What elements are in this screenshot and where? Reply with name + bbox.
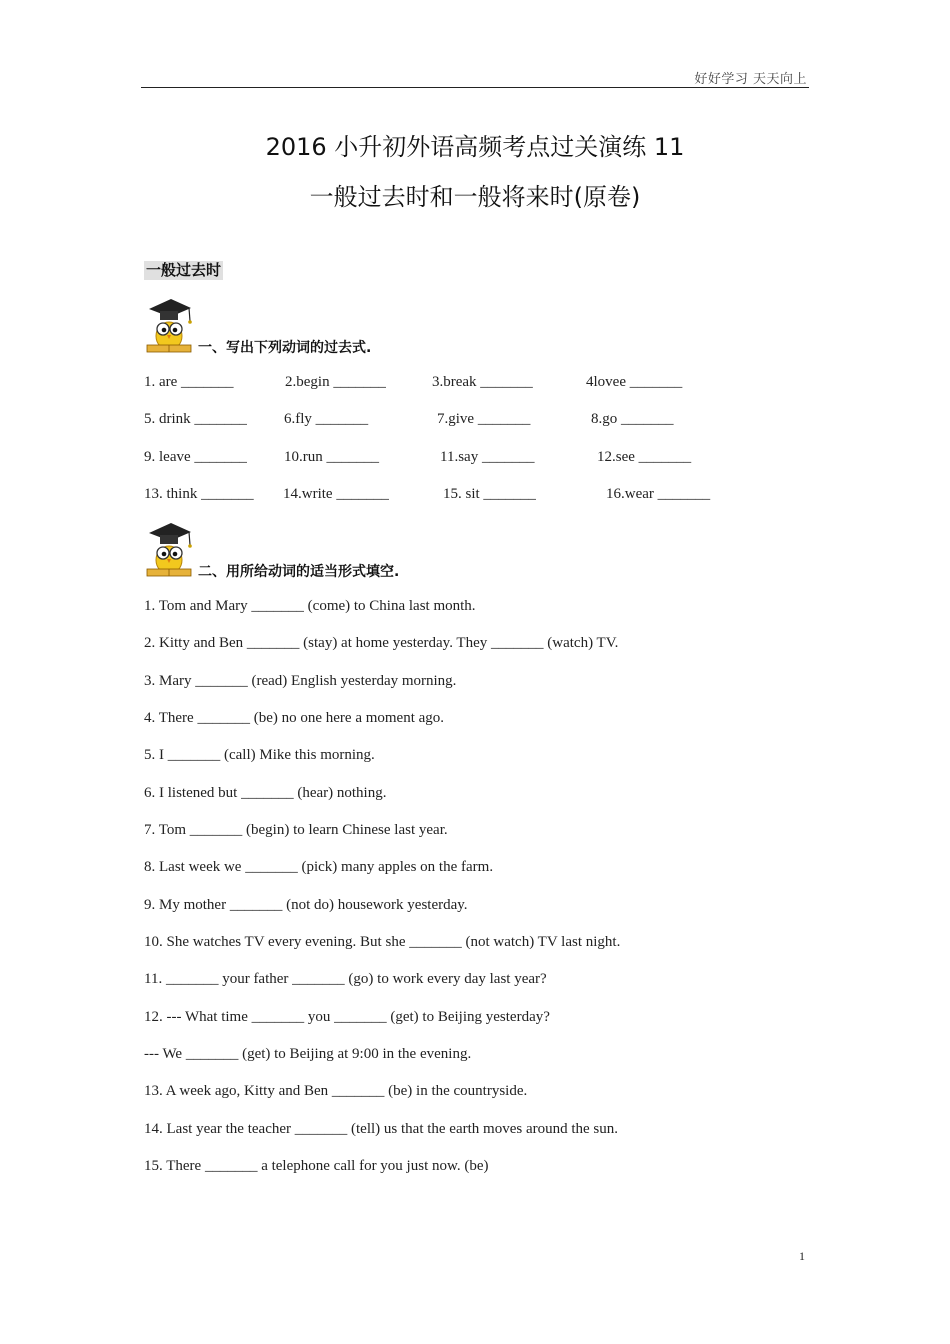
verb-item: 16.wear _______ (606, 486, 711, 502)
verb-item: 4lovee _______ (586, 374, 683, 390)
part-1-title: 一、写出下列动词的过去式. (198, 340, 372, 356)
exercise-item: 15. There _______ a telephone call for you just now. (be) (144, 1158, 489, 1174)
exercise-item: 1. Tom and Mary _______ (come) to China last month. (144, 598, 476, 614)
verb-item: 5. drink _______ (144, 411, 247, 427)
verb-item: 10.run _______ (284, 449, 379, 465)
exercise-item: 3. Mary _______ (read) English yesterday morning. (144, 673, 457, 689)
part-2-title: 二、用所给动词的适当形式填空. (198, 564, 400, 580)
verb-item: 12.see _______ (597, 449, 692, 465)
exercise-item: 4. There _______ (be) no one here a moment ago. (144, 710, 445, 726)
exercise-item: 14. Last year the teacher _______ (tell) us that the earth moves around the sun. (144, 1121, 619, 1137)
verb-item: 9. leave _______ (144, 449, 247, 465)
exercise-item: 7. Tom _______ (begin) to learn Chinese last year. (144, 822, 448, 838)
verb-item: 2.begin _______ (285, 374, 386, 390)
exercise-item: 11. _______ your father _______ (go) to work every day last year? (144, 971, 547, 987)
exercise-item: 13. A week ago, Kitty and Ben _______ (be) in the countryside. (144, 1083, 528, 1099)
verb-item: 3.break _______ (432, 374, 533, 390)
verb-item: 7.give _______ (437, 411, 531, 427)
verb-item: 8.go _______ (591, 411, 674, 427)
exercise-item: 12. --- What time _______ you _______ (get) to Beijing yesterday? (144, 1009, 550, 1025)
exercise-item: --- We _______ (get) to Beijing at 9:00 in the evening. (144, 1046, 472, 1062)
verb-item: 15. sit _______ (443, 486, 536, 502)
header-motto: 好好学习 天天向上 (694, 72, 807, 87)
section-label: 一般过去时 (146, 261, 222, 279)
verb-item: 13. think _______ (144, 486, 254, 502)
exercise-item: 5. I _______ (call) Mike this morning. (144, 747, 375, 763)
header-rule (141, 87, 809, 88)
exercise-item: 8. Last week we _______ (pick) many apples on the farm. (144, 859, 494, 875)
title-line-1: 2016 小升初外语高频考点过关演练 11 (265, 133, 685, 161)
exercise-item: 2. Kitty and Ben _______ (stay) at home yesterday. They _______ (watch) TV. (144, 635, 619, 651)
verb-item: 1. are _______ (144, 374, 234, 390)
verb-item: 11.say _______ (440, 449, 535, 465)
exercise-item: 9. My mother _______ (not do) housework yesterday. (144, 897, 468, 913)
scholar-owl-icon (143, 296, 195, 354)
exercise-item: 10. She watches TV every evening. But she _______ (not watch) TV last night. (144, 934, 621, 950)
title-line-2: 一般过去时和一般将来时(原卷) (309, 183, 641, 211)
exercise-item: 6. I listened but _______ (hear) nothing. (144, 785, 387, 801)
page-number: 1 (799, 1249, 805, 1263)
verb-item: 14.write _______ (283, 486, 389, 502)
verb-item: 6.fly _______ (284, 411, 369, 427)
scholar-owl-icon (143, 520, 195, 578)
